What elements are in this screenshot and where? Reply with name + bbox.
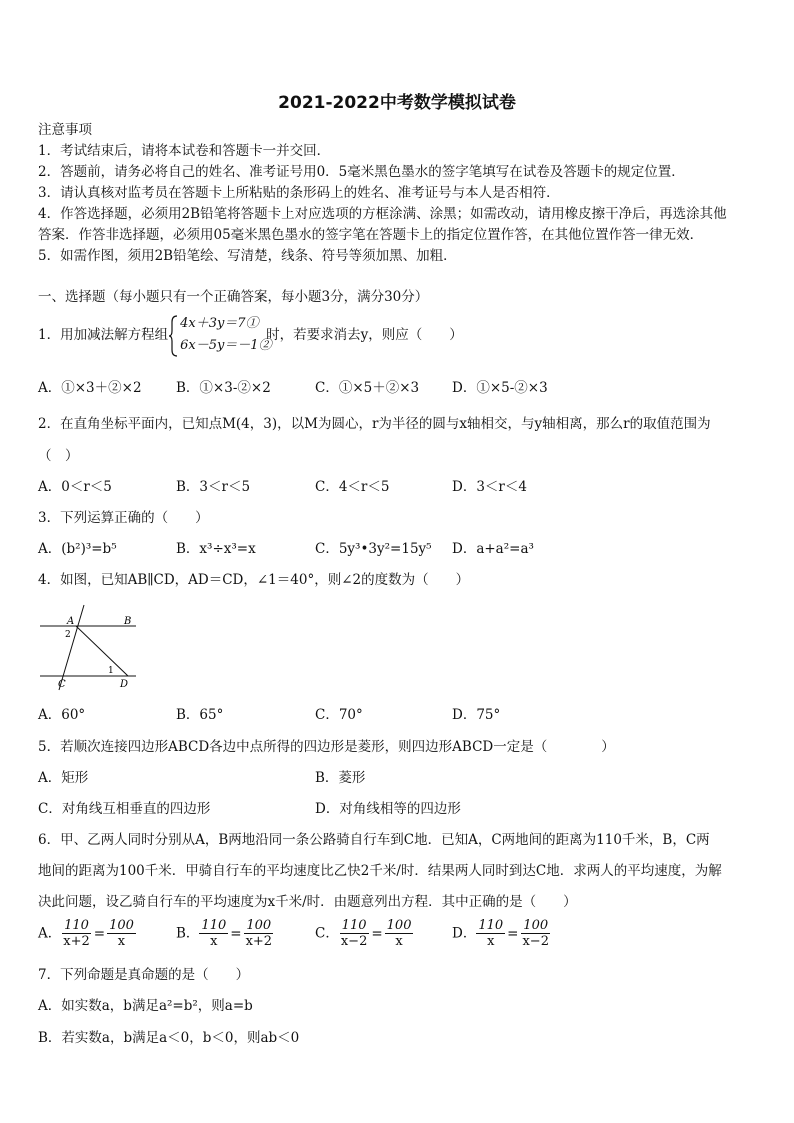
option-c[interactable]: C． $\frac{110}{x-2}$ = $\frac{100}{x}$: [315, 918, 412, 949]
label-b: B: [124, 616, 132, 627]
option-a[interactable]: A． $\frac{110}{x+2}$ = $\frac{100}{x}$: [38, 918, 134, 949]
equation-system: [168, 314, 272, 358]
question-5: 5．若顺次连接四边形ABCD各边中点所得的四边形是菱形，则四边形ABCD一定是（ ）: [38, 739, 615, 755]
notice-item: 3．请认真核对监考员在答题卡上所粘贴的条形码上的姓名、准考证号与本人是否相符．: [38, 185, 560, 201]
option-letter: B．: [176, 925, 200, 942]
fraction: $\frac{110}{x-2}$: [340, 918, 368, 949]
label-a: A: [67, 616, 75, 627]
option-c[interactable]: C．5y³•3y²=15y⁵: [315, 541, 432, 557]
notice-item: 4．作答选择题，必须用2B铅笔将答题卡上对应选项的方框涂满、涂黑；如需改动，请用橡皮擦干净后，再选涂其他: [38, 206, 727, 222]
fraction: $\frac{100}{x}$: [386, 918, 412, 949]
section-heading: 一、选择题（每小题只有一个正确答案，每小题3分，满分30分）: [38, 289, 429, 305]
angle-label-2: 2: [65, 630, 71, 640]
option-a[interactable]: A．矩形: [38, 770, 89, 786]
option-letter: C．: [315, 925, 339, 942]
notice-heading: 注意事项: [38, 122, 92, 138]
question-4: 4．如图，已知AB∥CD，AD＝CD，∠1＝40°，则∠2的度数为（ ）: [38, 572, 470, 588]
question-3: 3．下列运算正确的（ ）: [38, 510, 209, 526]
option-b[interactable]: B．①×3-②×2: [176, 380, 271, 396]
notice-item: 1．考试结束后，请将本试卷和答题卡一并交回．: [38, 143, 331, 159]
option-d[interactable]: D．75°: [452, 707, 501, 723]
option-b[interactable]: B．65°: [176, 707, 224, 723]
page-title: 2021-2022中考数学模拟试卷: [278, 93, 516, 113]
option-d[interactable]: D．①×5-②×3: [452, 380, 548, 396]
option-c[interactable]: C．对角线互相垂直的四边形: [38, 801, 211, 817]
fraction: $\frac{110}{x}$: [478, 918, 504, 949]
brace-icon: [168, 314, 178, 358]
option-letter: D．: [452, 925, 477, 942]
question-1: [38, 313, 463, 358]
notice-item: 5．如需作图，须用2B铅笔绘、写清楚，线条、符号等须加黑、加粗．: [38, 248, 457, 264]
option-c[interactable]: C．4＜r＜5: [315, 479, 390, 495]
parallel-lines-figure: [36, 600, 146, 695]
question-1-suffix: 时，若要求消去y，则应（ ）: [266, 327, 463, 343]
option-d[interactable]: D．3＜r＜4: [452, 479, 527, 495]
question-2: 2．在直角坐标平面内，已知点M(4，3)，以M为圆心，r为半径的圆与x轴相交，与y轴相离，那么r的取值范围为: [38, 416, 711, 432]
notice-item: 答案．作答非选择题，必须用05毫米黑色墨水的签字笔在答题卡上的指定位置作答，在其他位置作答一律无效．: [38, 227, 704, 243]
question-6-line: 决此问题，设乙骑自行车的平均速度为x千米/时．由题意列出方程．其中正确的是（ ）: [38, 894, 577, 910]
fraction: $\frac{110}{x}$: [201, 918, 227, 949]
question-1-prefix: 1．用加减法解方程组: [38, 327, 169, 343]
option-b[interactable]: B． $\frac{110}{x}$ = $\frac{100}{x+2}$: [176, 918, 273, 949]
option-d[interactable]: D．对角线相等的四边形: [315, 801, 461, 817]
question-6-line: 地间的距离为100千米．甲骑自行车的平均速度比乙快2千米/时．结果两人同时到达C地．求两人的平均速度，为解: [38, 863, 722, 879]
question-7: 7．下列命题是真命题的是（ ）: [38, 967, 250, 983]
question-6-line: 6．甲、乙两人同时分别从A，B两地沿同一条公路骑自行车到C地．已知A，C两地间的距离为110千米，B，C两: [38, 832, 710, 848]
option-b[interactable]: B．若实数a，b满足a＜0，b＜0，则ab＜0: [38, 1030, 300, 1046]
option-c[interactable]: C．①×5＋②×3: [315, 380, 420, 396]
option-b[interactable]: B．3＜r＜5: [176, 479, 251, 495]
equation-1: 4x＋3y＝7①: [180, 315, 259, 331]
fraction: $\frac{100}{x}$: [109, 918, 134, 949]
option-a[interactable]: A．如实数a，b满足a²=b²，则a=b: [38, 998, 253, 1014]
option-letter: A．: [38, 925, 62, 942]
label-d: D: [120, 679, 129, 690]
fraction: $\frac{100}{x-2}$: [522, 918, 549, 949]
notice-item: 2．答题前，请务必将自己的姓名、准考证号用0．5毫米黑色墨水的签字笔填写在试卷及答题卡的规定位置．: [38, 164, 685, 180]
option-c[interactable]: C．70°: [315, 707, 363, 723]
fraction: $\frac{100}{x+2}$: [245, 918, 273, 949]
option-a[interactable]: A．0＜r＜5: [38, 479, 112, 495]
option-a[interactable]: A．①×3＋②×2: [38, 380, 142, 396]
option-a[interactable]: A．(b²)³=b⁵: [38, 541, 117, 557]
option-b[interactable]: B．菱形: [315, 770, 366, 786]
option-d[interactable]: D．a+a²=a³: [452, 541, 534, 557]
option-b[interactable]: B．x³÷x³=x: [176, 541, 256, 557]
option-d[interactable]: D． $\frac{110}{x}$ = $\frac{100}{x-2}$: [452, 918, 549, 949]
option-a[interactable]: A．60°: [38, 707, 86, 723]
label-c: C: [58, 679, 66, 690]
equation-2: 6x－5y＝－1②: [180, 337, 272, 353]
angle-label-1: 1: [108, 666, 114, 676]
fraction: $\frac{110}{x+2}$: [63, 918, 90, 949]
question-2-paren: （ ）: [38, 448, 79, 464]
